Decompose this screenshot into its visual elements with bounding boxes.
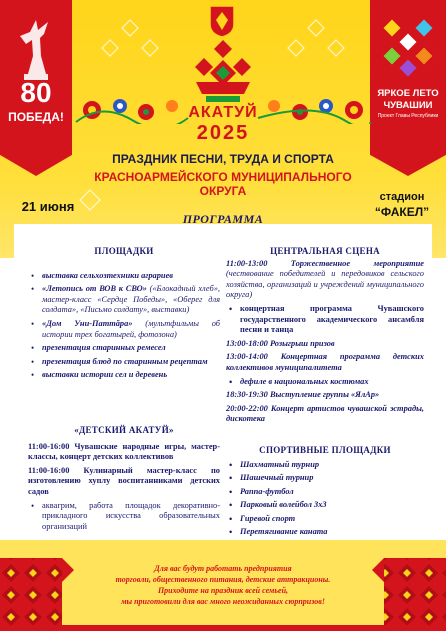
list-item: • Шахматный турнир	[226, 460, 424, 471]
list-item: • выставка сельхозтехники аграриев	[28, 271, 220, 282]
summer-title-line2: ЧУВАШИИ	[383, 100, 433, 111]
stage-line: 20:00-22:00 Концерт артистов чувашской эстрады, дискотека	[226, 403, 424, 424]
stage-line: 13:00-18:00 Розыгрыш призов	[226, 338, 335, 348]
footer-message: Для вас будут работать предприятия торговли, общественного питания, детские аттракционы. Приходите на праздник всей семьей, мы приготовили для вас много неожиданных сюрпризов!	[115, 564, 331, 606]
festival-subtitle: ПРАЗДНИК ПЕСНИ, ТРУДА И СПОРТА	[112, 152, 334, 166]
sports-title: СПОРТИВНЫЕ ПЛОЩАДКИ	[259, 444, 391, 455]
kids-line: 11:00-16:00 Чувашские народные игры, мастер-классы, концерт детских коллективов	[28, 441, 220, 462]
victory-number: 80	[20, 77, 52, 108]
district-title: КРАСНОАРМЕЙСКОГО МУНИЦИПАЛЬНОГО ОКРУГА	[94, 170, 352, 198]
summer-caption: Проект Главы Республики	[377, 113, 439, 119]
stage-list	[226, 304, 424, 336]
chuvash-ornament-icon	[186, 38, 260, 108]
list-item: • Раппа-футбол	[226, 487, 424, 498]
event-date: 21 июня	[21, 199, 75, 214]
festival-year: 2025	[196, 122, 250, 144]
motherland-monument-icon	[14, 16, 58, 82]
kids-title: «ДЕТСКИЙ АКАТУЙ»	[74, 424, 174, 435]
festival-name: АКАТУЙ	[188, 104, 258, 121]
left-column	[28, 246, 220, 535]
list-item: • «Летопись от ВОВ к СВО» («Блокадный хлеб», мастер-класс «Сердце Победы», «Оберег для солдата», «Письмо солдату», выставки)	[28, 284, 220, 316]
stage-line: 11:00-13:00 Торжественное мероприятие (чествование победителей и передовиков сельского хозяйства, организаций и учреждений муниципального округа)	[226, 258, 424, 300]
list-item: • Парковый волейбол 3х3	[226, 500, 424, 511]
list-item: • Гиревой спорт	[226, 514, 424, 525]
venue-label: стадион	[379, 191, 425, 203]
list-item: • Шашечный турнир	[226, 473, 424, 484]
kids-line: 11:00-16:00 Кулинарный мастер-класс по изготовлению хуплу воспитанниками детских садов	[28, 465, 220, 496]
list-item: • аквагрим, работа площадок декоративно-прикладного искусства образовательных организаций	[28, 501, 220, 533]
stage-list	[226, 377, 424, 388]
list-item: • «Дом Уни-Паттăра» (мультфильмы об истории трех богатырей, фотозона)	[28, 319, 220, 340]
venues-title: ПЛОЩАДКИ	[94, 246, 154, 256]
list-item: • концертная программа Чувашского государственного академического ансамбля песни и танца	[226, 304, 424, 336]
list-item: • выставки истории сел и деревень	[28, 370, 220, 381]
summer-title-line1: ЯРКОЕ ЛЕТО	[377, 88, 439, 99]
right-column	[226, 246, 424, 568]
main-stage-title: ЦЕНТРАЛЬНАЯ СЦЕНА	[270, 246, 380, 256]
coat-of-arms-icon	[208, 4, 236, 38]
venues-list	[28, 271, 220, 381]
program-title: ПРОГРАММА	[182, 212, 264, 226]
yarkoe-leto-logo-icon	[378, 18, 438, 78]
victory-word: ПОБЕДА!	[8, 110, 64, 124]
list-item: • Перетягивание каната	[226, 527, 424, 538]
list-item: • презентация старинных ремесел	[28, 343, 220, 354]
list-item: • презентация блюд по старинным рецептам	[28, 357, 220, 368]
kids-list	[28, 501, 220, 533]
stage-line: 18:30-19:30 Выступление группы «ЯлАр»	[226, 390, 380, 400]
venue-name: “ФАКЕЛ”	[374, 205, 430, 219]
stage-line: 13:00-14:00 Концертная программа детских коллективов муниципалитета	[226, 352, 424, 372]
list-item: • дефиле в национальных костюмах	[226, 377, 424, 388]
